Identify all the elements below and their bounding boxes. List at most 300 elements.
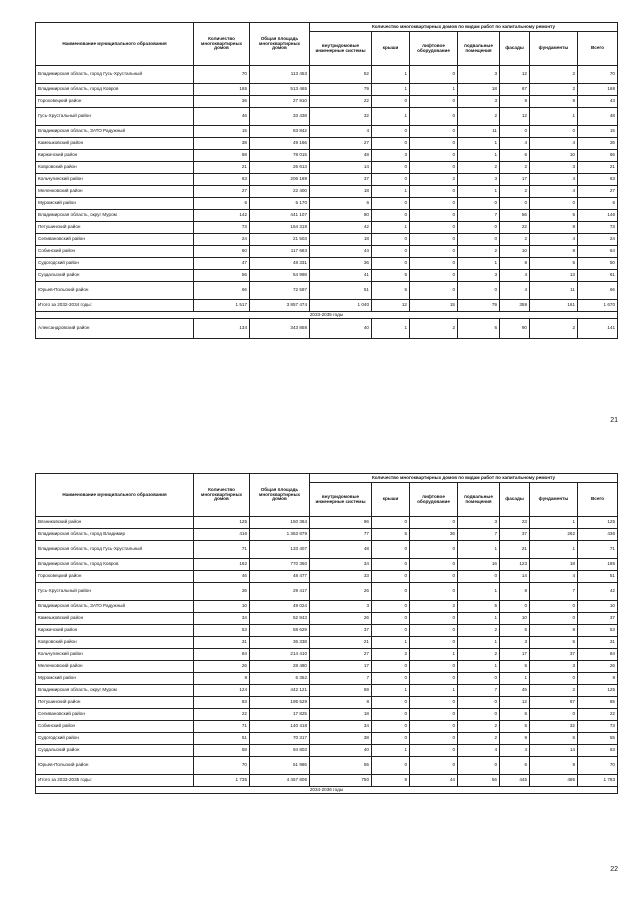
cell-basements: 0 (458, 282, 500, 300)
cell-engineering: 18 (310, 709, 372, 721)
cell-total: 8 (578, 673, 618, 685)
cell-total: 24 (578, 234, 618, 246)
cell-roofs: 0 (372, 697, 410, 709)
cell-total: 73 (578, 222, 618, 234)
cell-count: 36 (194, 96, 250, 108)
cell-area: 22 400 (250, 186, 310, 198)
cell-roofs: 1 (372, 637, 410, 649)
cell-count: 124 (194, 685, 250, 697)
cell-area: 72 597 (250, 282, 310, 300)
header-count: Количество многоквартирных домов (194, 23, 250, 66)
cell-area: 21 503 (250, 234, 310, 246)
cell-foundations: 161 (530, 300, 578, 312)
cell-elevators: 0 (410, 721, 458, 733)
cell-facades: 8 (500, 258, 530, 270)
cell-facades: 0 (500, 198, 530, 210)
cell-total: 55 (578, 733, 618, 745)
cell-foundations: 4 (530, 571, 578, 583)
cell-count: 165 (194, 84, 250, 96)
cell-area: 94 803 (250, 745, 310, 757)
cell-area: 78 015 (250, 150, 310, 162)
cell-foundations: 8 (530, 246, 578, 258)
cell-foundations: 0 (530, 709, 578, 721)
cell-elevators: 15 (410, 300, 458, 312)
cell-engineering: 36 (310, 258, 372, 270)
cell-foundations: 0 (530, 126, 578, 138)
header-elevators: лифтовое оборудование (410, 32, 458, 66)
cell-area: 49 024 (250, 601, 310, 613)
cell-area: 513 465 (250, 84, 310, 96)
cell-engineering: 18 (310, 234, 372, 246)
cell-elevators: 0 (410, 210, 458, 222)
cell-basements: 3 (458, 96, 500, 108)
header-facades: фасады (500, 32, 530, 66)
header-roofs: крыши (372, 32, 410, 66)
cell-basements: 2 (458, 721, 500, 733)
table-row (36, 282, 618, 300)
cell-total: 43 (578, 96, 618, 108)
cell-roofs: 3 (372, 150, 410, 162)
cell-area: 140 418 (250, 721, 310, 733)
cell-area: 441 107 (250, 210, 310, 222)
cell-engineering: 18 (310, 186, 372, 198)
cell-area: 1 363 879 (250, 529, 310, 541)
table-row (36, 757, 618, 775)
cell-foundations: 14 (530, 745, 578, 757)
cell-count: 10 (194, 601, 250, 613)
cell-total: 27 (578, 186, 618, 198)
cell-count: 56 (194, 270, 250, 282)
cell-roofs: 1 (372, 66, 410, 84)
cell-area: 154 318 (250, 222, 310, 234)
cell-count: 1 735 (194, 775, 250, 787)
cell-basements: 3 (458, 174, 500, 186)
cell-basements: 0 (458, 673, 500, 685)
cell-basements: 0 (458, 709, 500, 721)
cell-total: 51 (578, 571, 618, 583)
cell-elevators: 0 (410, 541, 458, 559)
cell-area: 54 998 (250, 270, 310, 282)
cell-engineering: 38 (310, 733, 372, 745)
cell-total: 125 (578, 685, 618, 697)
cell-basements: 0 (458, 222, 500, 234)
municipality-name: Муромский район (36, 673, 194, 685)
cell-foundations: 485 (530, 775, 578, 787)
cell-roofs: 0 (372, 246, 410, 258)
cell-count: 22 (194, 709, 250, 721)
municipality-name: Собинский район (36, 246, 194, 258)
header-foundations: фундаменты (530, 32, 578, 66)
cell-roofs: 1 (372, 685, 410, 697)
cell-count: 58 (194, 745, 250, 757)
municipality-name: Селивановский район (36, 709, 194, 721)
cell-facades: 12 (500, 66, 530, 84)
municipality-name: Александровский район (36, 319, 194, 339)
cell-foundations: 11 (530, 282, 578, 300)
cell-foundations: 13 (530, 270, 578, 282)
cell-foundations: 0 (530, 673, 578, 685)
cell-engineering: 4 (310, 126, 372, 138)
municipality-name: Ковровский район (36, 637, 194, 649)
table-row (36, 234, 618, 246)
cell-roofs: 12 (372, 300, 410, 312)
cell-engineering: 27 (310, 138, 372, 150)
cell-facades: 5 (500, 721, 530, 733)
cell-engineering: 21 (310, 637, 372, 649)
municipality-name: Петушинский район (36, 222, 194, 234)
cell-foundations: 8 (530, 222, 578, 234)
cell-facades: 12 (500, 697, 530, 709)
cell-facades: 37 (500, 529, 530, 541)
table-row (36, 222, 618, 234)
table-row (36, 613, 618, 625)
cell-basements: 1 (458, 541, 500, 559)
cell-roofs: 0 (372, 583, 410, 601)
municipality-name: Суздальский район (36, 745, 194, 757)
cell-area: 343 858 (250, 319, 310, 339)
cell-count: 71 (194, 721, 250, 733)
cell-engineering: 37 (310, 174, 372, 186)
cell-elevators: 0 (410, 613, 458, 625)
cell-basements: 1 (458, 637, 500, 649)
cell-area: 150 384 (250, 517, 310, 529)
cell-area: 195 529 (250, 697, 310, 709)
cell-basements: 1 (458, 150, 500, 162)
cell-count: 1 517 (194, 300, 250, 312)
cell-elevators: 0 (410, 583, 458, 601)
cell-foundations: 10 (530, 150, 578, 162)
cell-roofs: 2 (372, 649, 410, 661)
cell-area: 214 410 (250, 649, 310, 661)
cell-roofs: 0 (372, 571, 410, 583)
cell-engineering: 48 (310, 150, 372, 162)
cell-engineering: 55 (310, 757, 372, 775)
cell-total: 168 (578, 84, 618, 96)
cell-total: 61 (578, 270, 618, 282)
cell-total: 66 (578, 282, 618, 300)
cell-area: 29 417 (250, 583, 310, 601)
cell-total: 63 (578, 174, 618, 186)
cell-facades: 1 (500, 673, 530, 685)
cell-roofs: 0 (372, 138, 410, 150)
cell-foundations: 1 (530, 108, 578, 126)
cell-basements: 11 (458, 126, 500, 138)
cell-roofs: 1 (372, 186, 410, 198)
cell-count: 125 (194, 517, 250, 529)
cell-engineering: 40 (310, 745, 372, 757)
cell-engineering: 48 (310, 541, 372, 559)
cell-elevators: 0 (410, 733, 458, 745)
cell-elevators: 0 (410, 673, 458, 685)
municipality-name: Камешковский район (36, 613, 194, 625)
cell-roofs: 5 (372, 282, 410, 300)
cell-area: 36 338 (250, 637, 310, 649)
cell-total: 15 (578, 126, 618, 138)
cell-facades: 10 (500, 613, 530, 625)
cell-basements: 7 (458, 210, 500, 222)
cell-facades: 10 (500, 246, 530, 258)
header-basements: подвальные помещения (458, 32, 500, 66)
cell-total: 70 (578, 66, 618, 84)
cell-roofs: 0 (372, 96, 410, 108)
cell-foundations: 0 (530, 601, 578, 613)
cell-facades: 0 (500, 126, 530, 138)
cell-facades: 12 (500, 108, 530, 126)
cell-engineering: 80 (310, 210, 372, 222)
cell-basements: 0 (458, 571, 500, 583)
cell-basements: 16 (458, 559, 500, 571)
municipality-name: Владимирская область, ЗАТО Радужный (36, 126, 194, 138)
cell-foundations: 9 (530, 757, 578, 775)
table-row (36, 198, 618, 210)
cell-engineering: 26 (310, 613, 372, 625)
table-row (36, 529, 618, 541)
cell-facades: 6 (500, 709, 530, 721)
cell-roofs: 5 (372, 529, 410, 541)
cell-elevators: 0 (410, 270, 458, 282)
municipality-name: Селивановский район (36, 234, 194, 246)
cell-area: 206 189 (250, 174, 310, 186)
cell-engineering: 14 (310, 162, 372, 174)
cell-basements: 2 (458, 162, 500, 174)
cell-basements: 2 (458, 246, 500, 258)
cell-area: 26 613 (250, 162, 310, 174)
cell-roofs: 0 (372, 709, 410, 721)
period-label: 2034-2036 годы (36, 787, 618, 794)
cell-foundations: 4 (530, 174, 578, 186)
header-basements: подвальные помещения (458, 483, 500, 517)
cell-basements: 5 (458, 601, 500, 613)
cell-basements: 1 (458, 138, 500, 150)
cell-total: 436 (578, 529, 618, 541)
cell-total: 125 (578, 517, 618, 529)
cell-facades: 8 (500, 583, 530, 601)
cell-roofs: 1 (372, 319, 410, 339)
cell-elevators: 1 (410, 685, 458, 697)
cell-foundations: 5 (530, 210, 578, 222)
cell-foundations: 6 (530, 733, 578, 745)
cell-engineering: 34 (310, 721, 372, 733)
cell-area: 6 352 (250, 673, 310, 685)
cell-area: 113 453 (250, 66, 310, 84)
cell-roofs: 0 (372, 613, 410, 625)
cell-roofs: 0 (372, 757, 410, 775)
cell-basements: 3 (458, 66, 500, 84)
municipality-name: Владимирская область, город Ковров (36, 559, 194, 571)
cell-foundations: 5 (530, 637, 578, 649)
cell-area: 3 857 474 (250, 300, 310, 312)
header-work-types: Количество многоквартирных домов по видам работ по капитальному ремонту (310, 23, 618, 32)
cell-engineering: 750 (310, 775, 372, 787)
table-row (36, 270, 618, 282)
table-row (36, 733, 618, 745)
table-row (36, 571, 618, 583)
cell-roofs: 5 (372, 270, 410, 282)
cell-engineering: 79 (310, 84, 372, 96)
cell-facades: 6 (500, 625, 530, 637)
header-facades: фасады (500, 483, 530, 517)
cell-foundations: 4 (530, 234, 578, 246)
cell-elevators: 0 (410, 198, 458, 210)
cell-basements: 1 (458, 583, 500, 601)
cell-foundations: 1 (530, 541, 578, 559)
cell-roofs: 0 (372, 625, 410, 637)
cell-area: 5 170 (250, 198, 310, 210)
cell-count: 21 (194, 162, 250, 174)
table-row (36, 138, 618, 150)
cell-total: 26 (578, 661, 618, 673)
page-number: 21 (610, 417, 618, 424)
table-row (36, 601, 618, 613)
cell-facades: 5 (500, 661, 530, 673)
cell-foundations: 7 (530, 583, 578, 601)
cell-foundations: 3 (530, 162, 578, 174)
table-row (36, 150, 618, 162)
table-row (36, 108, 618, 126)
table-row (36, 685, 618, 697)
cell-total: 6 (578, 198, 618, 210)
cell-facades: 6 (500, 150, 530, 162)
period-row (36, 312, 618, 319)
cell-elevators: 0 (410, 66, 458, 84)
table-row (36, 583, 618, 601)
cell-roofs: 0 (372, 258, 410, 270)
cell-engineering: 32 (310, 108, 372, 126)
cell-roofs: 0 (372, 162, 410, 174)
cell-total: 22 (578, 709, 618, 721)
cell-engineering: 51 (310, 282, 372, 300)
cell-engineering: 6 (310, 198, 372, 210)
cell-count: 46 (194, 571, 250, 583)
table-row (36, 258, 618, 270)
cell-engineering: 69 (310, 685, 372, 697)
cell-count: 71 (194, 541, 250, 559)
table-row (36, 300, 618, 312)
cell-elevators: 0 (410, 571, 458, 583)
cell-basements: 1 (458, 258, 500, 270)
cell-total: 85 (578, 697, 618, 709)
cell-count: 31 (194, 637, 250, 649)
cell-total: 37 (578, 613, 618, 625)
period-label: 2033-2035 годы (36, 312, 618, 319)
cell-foundations: 5 (530, 258, 578, 270)
cell-total: 31 (578, 637, 618, 649)
cell-engineering: 96 (310, 517, 372, 529)
cell-foundations: 9 (530, 96, 578, 108)
cell-facades: 22 (500, 222, 530, 234)
cell-engineering: 77 (310, 529, 372, 541)
table-row (36, 541, 618, 559)
cell-total: 1 783 (578, 775, 618, 787)
cell-count: 36 (194, 583, 250, 601)
cell-facades: 2 (500, 234, 530, 246)
table-row (36, 96, 618, 108)
table-row (36, 174, 618, 186)
cell-total: 185 (578, 559, 618, 571)
cell-basements: 2 (458, 649, 500, 661)
table-row (36, 775, 618, 787)
period-row (36, 787, 618, 794)
cell-elevators: 0 (410, 138, 458, 150)
cell-count: 24 (194, 234, 250, 246)
table-row (36, 246, 618, 258)
cell-facades: 445 (500, 775, 530, 787)
municipality-name: Гусь-Хрустальный район (36, 583, 194, 601)
cell-foundations: 2 (530, 84, 578, 96)
cell-count: 142 (194, 210, 250, 222)
cell-elevators: 0 (410, 282, 458, 300)
cell-area: 28 480 (250, 661, 310, 673)
municipality-name: Юрьев-Польский район (36, 757, 194, 775)
municipality-name: Гороховецкий район (36, 96, 194, 108)
work-table-page-21 (35, 22, 618, 339)
cell-basements: 2 (458, 733, 500, 745)
cell-facades: 359 (500, 300, 530, 312)
cell-elevators: 0 (410, 108, 458, 126)
municipality-name: Владимирская область, город Ковров (36, 84, 194, 96)
cell-facades: 4 (500, 745, 530, 757)
cell-area: 33 438 (250, 108, 310, 126)
cell-count: 27 (194, 186, 250, 198)
cell-facades: 2 (500, 162, 530, 174)
cell-basements: 18 (458, 84, 500, 96)
cell-count: 6 (194, 198, 250, 210)
cell-foundations: 67 (530, 697, 578, 709)
page-number: 22 (610, 866, 618, 873)
cell-basements: 2 (458, 108, 500, 126)
municipality-name: Гороховецкий район (36, 571, 194, 583)
cell-elevators: 2 (410, 174, 458, 186)
cell-roofs: 1 (372, 108, 410, 126)
cell-roofs: 0 (372, 234, 410, 246)
cell-elevators: 0 (410, 162, 458, 174)
municipality-name: Суздальский район (36, 270, 194, 282)
cell-facades: 3 (500, 637, 530, 649)
cell-elevators: 0 (410, 150, 458, 162)
cell-roofs: 0 (372, 198, 410, 210)
cell-count: 63 (194, 174, 250, 186)
cell-basements: 56 (458, 775, 500, 787)
cell-elevators: 2 (410, 601, 458, 613)
cell-facades: 2 (500, 186, 530, 198)
cell-area: 442 121 (250, 685, 310, 697)
municipality-name: Владимирская область, город Гусь-Хрустальный (36, 66, 194, 84)
cell-roofs: 1 (372, 745, 410, 757)
cell-roofs: 1 (372, 222, 410, 234)
cell-roofs: 0 (372, 733, 410, 745)
cell-elevators: 0 (410, 697, 458, 709)
cell-elevators: 0 (410, 222, 458, 234)
cell-roofs: 0 (372, 541, 410, 559)
cell-foundations: 2 (530, 66, 578, 84)
municipality-name: Меленковский район (36, 661, 194, 673)
municipality-name: Судогодский район (36, 258, 194, 270)
header-total: Всего (578, 32, 618, 66)
table-body (36, 517, 618, 794)
table-row (36, 559, 618, 571)
cell-basements: 0 (458, 697, 500, 709)
header-foundations: фундаменты (530, 483, 578, 517)
municipality-name: Владимирская область, город Владимир (36, 529, 194, 541)
cell-facades: 4 (500, 138, 530, 150)
municipality-name: Камешковский район (36, 138, 194, 150)
cell-engineering: 8 (310, 697, 372, 709)
cell-engineering: 33 (310, 571, 372, 583)
municipality-name: Владимирская область, ЗАТО Радужный (36, 601, 194, 613)
cell-total: 64 (578, 246, 618, 258)
cell-facades: 90 (500, 319, 530, 339)
cell-area: 770 360 (250, 559, 310, 571)
